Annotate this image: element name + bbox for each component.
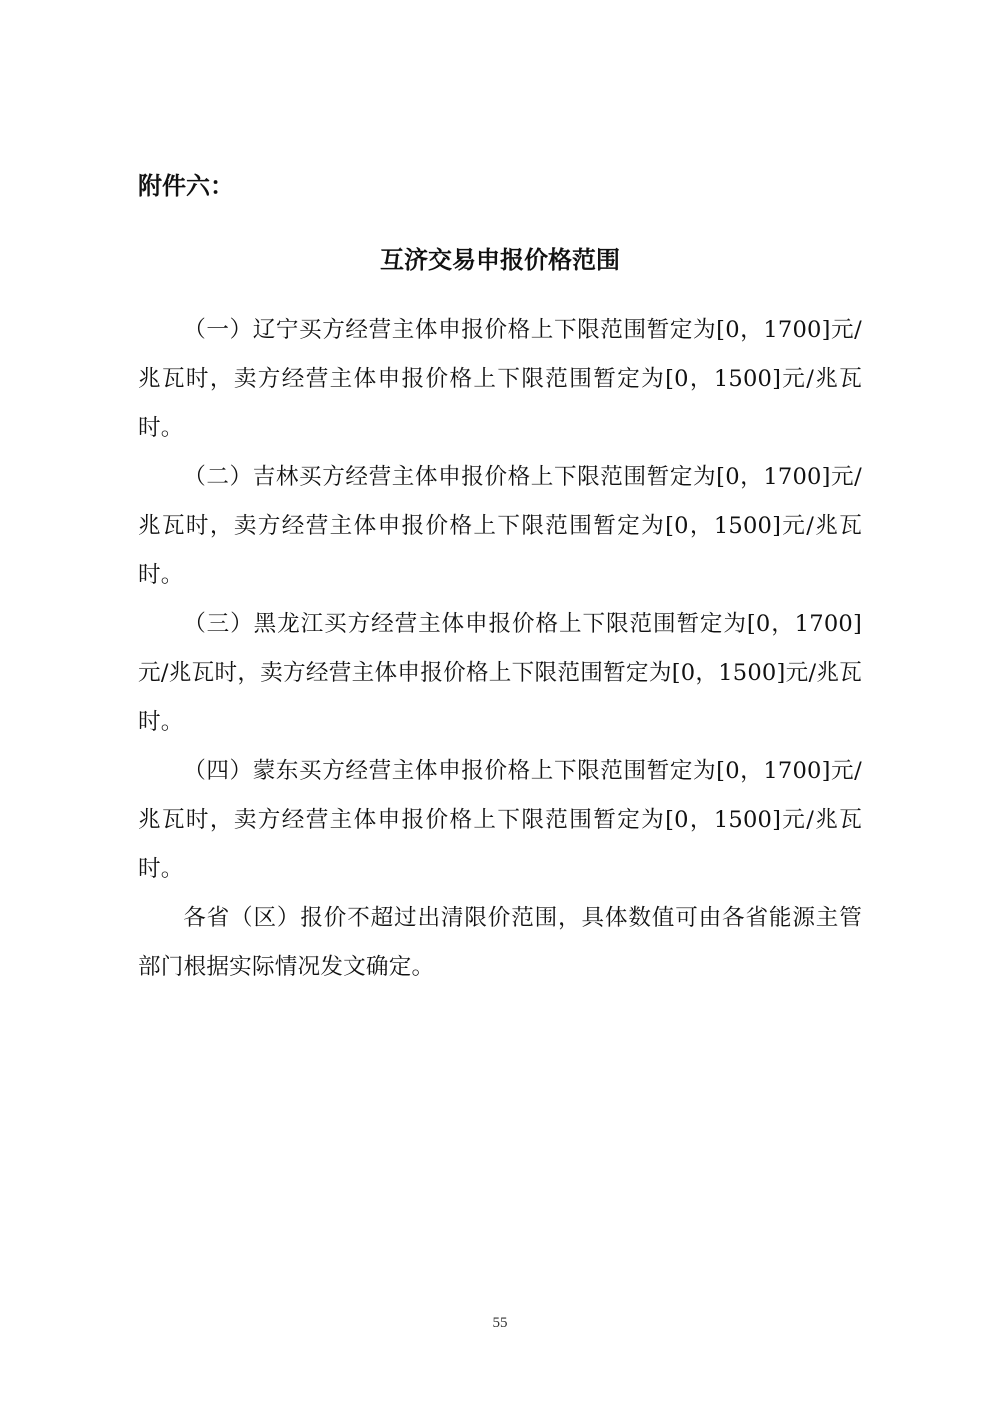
document-title: 互济交易申报价格范围 (380, 246, 620, 274)
paragraph-jilin: （二）吉林买方经营主体申报价格上下限范围暂定为[0，1700]元/兆瓦时，卖方经营主体申报价格上下限范围暂定为[0，1500]元/兆瓦时。 (138, 464, 862, 588)
paragraph-note: 各省（区）报价不超过出清限价范围，具体数值可由各省能源主管部门根据实际情况发文确定。 (138, 905, 862, 980)
page-number: 55 (492, 1315, 508, 1331)
paragraph-liaoning: （一）辽宁买方经营主体申报价格上下限范围暂定为[0，1700]元/兆瓦时，卖方经营主体申报价格上下限范围暂定为[0，1500]元/兆瓦时。 (138, 317, 862, 441)
paragraph-mengdong: （四）蒙东买方经营主体申报价格上下限范围暂定为[0，1700]元/兆瓦时，卖方经营主体申报价格上下限范围暂定为[0，1500]元/兆瓦时。 (138, 758, 862, 882)
attachment-label: 附件六： (138, 172, 234, 200)
body-text (138, 306, 862, 992)
paragraph-heilongjiang: （三）黑龙江买方经营主体申报价格上下限范围暂定为[0，1700]元/兆瓦时，卖方经营主体申报价格上下限范围暂定为[0，1500]元/兆瓦时。 (138, 611, 862, 735)
